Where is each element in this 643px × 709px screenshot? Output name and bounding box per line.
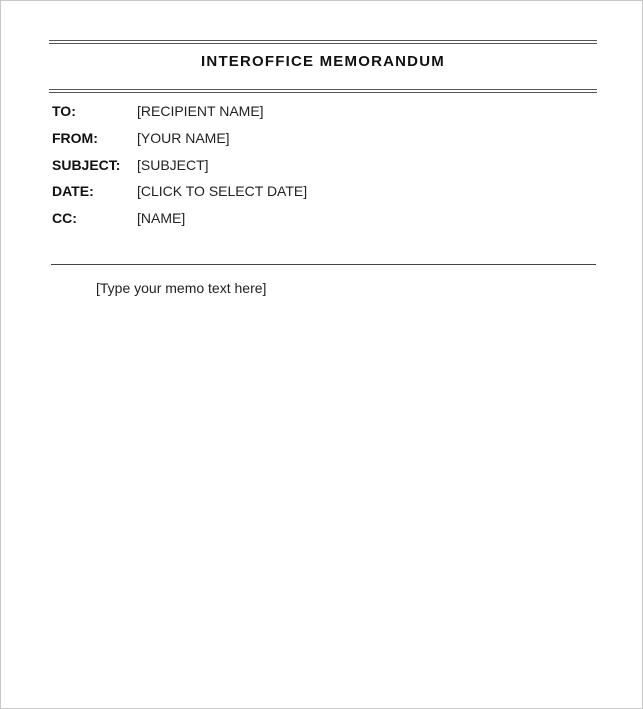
field-label-cc: CC: [52,210,77,226]
field-label-to: TO: [52,103,76,119]
field-label-subject: SUBJECT: [52,156,121,173]
header-body-separator [51,264,596,265]
title-bottom-rule [49,89,597,93]
memo-body-text[interactable]: [Type your memo text here] [96,280,267,296]
title-top-rule [49,40,597,44]
field-label-date: DATE: [52,183,94,200]
recipient-name-field[interactable]: [RECIPIENT NAME] [137,103,264,119]
cc-name-field[interactable]: [NAME] [137,210,186,226]
memo-title: INTEROFFICE MEMORANDUM [201,53,445,70]
sender-name-field[interactable]: [YOUR NAME] [137,129,230,146]
subject-field[interactable]: [SUBJECT] [137,156,209,173]
field-label-from: FROM: [52,129,98,146]
date-picker-field[interactable]: [CLICK TO SELECT DATE] [137,183,308,200]
